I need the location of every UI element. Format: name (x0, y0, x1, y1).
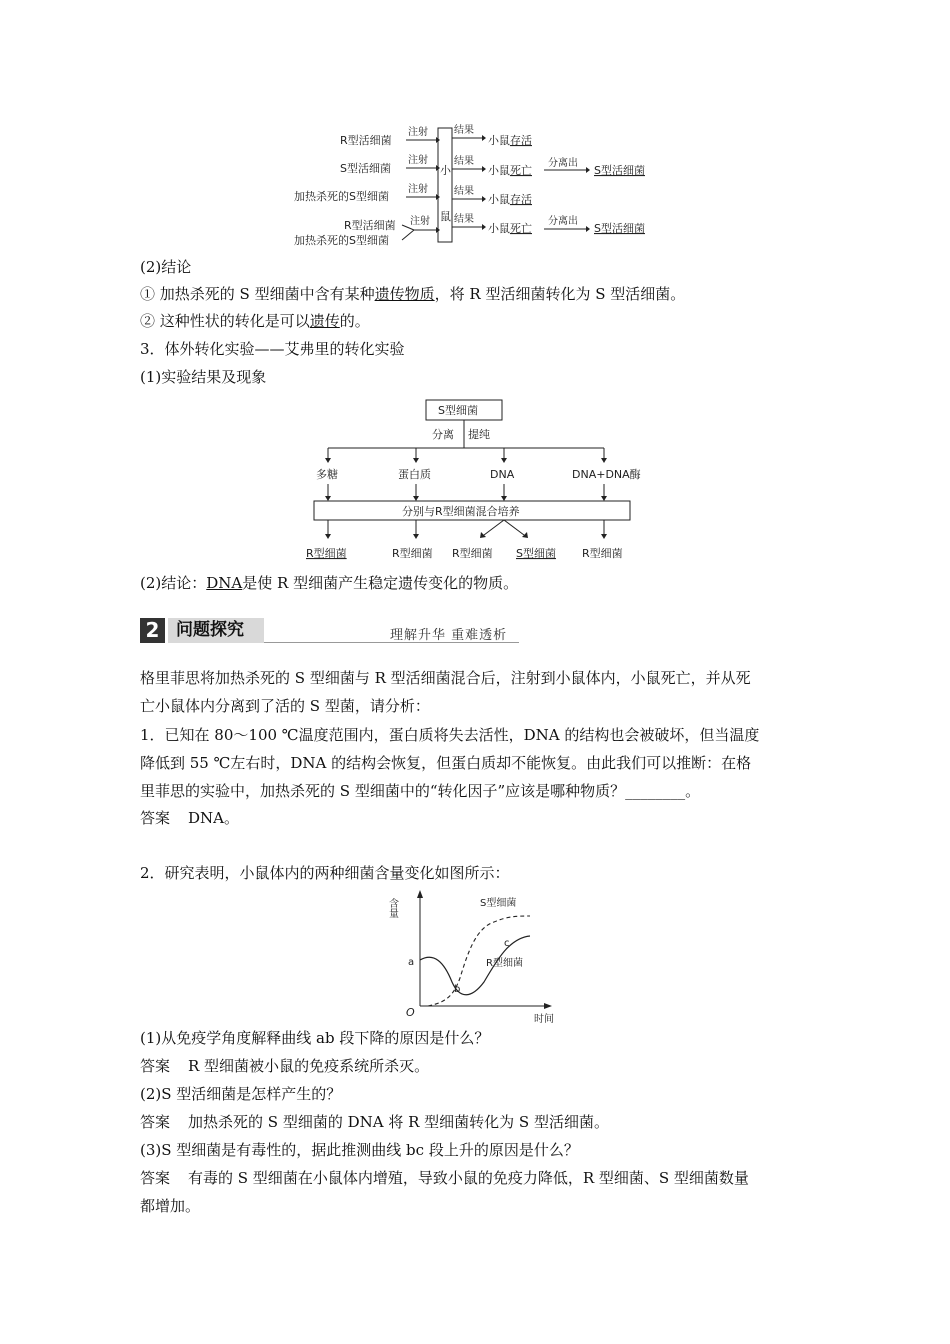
row1-outcome: 小鼠存活 (488, 134, 532, 147)
row3-left: 加热杀死的S型细菌 (294, 190, 389, 203)
bacteria-graph (386, 882, 560, 1025)
row1-result: 结果 (454, 125, 474, 136)
avery-sep2: 提纯 (468, 428, 490, 441)
component-3: DNA (490, 468, 515, 481)
graph-point-a: a (408, 957, 415, 968)
row1-left: R型活细菌 (340, 134, 392, 147)
section-subtitle: 理解升华 重难透析 (390, 628, 508, 643)
q2-1: (1)从免疫学角度解释曲线 ab 段下降的原因是什么？ (140, 1029, 490, 1047)
graph-point-c: c (504, 938, 510, 949)
row2-left: S型活细菌 (340, 162, 391, 175)
q2-2: (2)S 型活细菌是怎样产生的？ (140, 1085, 342, 1103)
avery-diagram (300, 396, 650, 568)
section-3-1: (1)实验结果及现象 (140, 368, 267, 386)
section-number-badge: 2 (140, 618, 165, 643)
row3-outcome: 小鼠存活 (488, 193, 532, 206)
intro-line-2: 亡小鼠体内分离到了活的 S 型菌，请分析： (140, 697, 430, 715)
conclusion-1: ① 加热杀死的 S 型细菌中含有某种遗传物质，将 R 型活细菌转化为 S 型活细菌。 (140, 285, 686, 303)
row4-left2: 加热杀死的S型细菌 (294, 234, 389, 247)
graph-xlabel: 时间 (534, 1014, 554, 1025)
graph-r-label: R型细菌 (486, 958, 523, 969)
section-3-2: (2)结论：DNA是使 R 型细菌产生稳定遗传变化的物质。 (140, 574, 519, 592)
result-3: R型细菌 (452, 547, 493, 560)
q1-line-3: 里菲思的实验中，加热杀死的 S 型细菌中的“转化因子”应该是哪种物质？________。 (140, 782, 701, 800)
row4-result: 结果 (454, 214, 474, 225)
row2-inject: 注射 (408, 155, 428, 166)
q2-3: (3)S 型细菌是有毒性的，据此推测曲线 bc 段上升的原因是什么？ (140, 1141, 579, 1159)
answer-2-2: 答案 加热杀死的 S 型细菌的 DNA 将 R 型细菌转化为 S 型活细菌。 (140, 1113, 609, 1131)
answer-2-3-cont: 都增加。 (140, 1197, 201, 1215)
result-1: R型细菌 (306, 547, 347, 560)
component-4: DNA+DNA酶 (572, 468, 641, 481)
result-5: R型细菌 (582, 547, 623, 560)
row3-result: 结果 (454, 186, 474, 197)
row2-separate: 分离出 (548, 158, 578, 169)
row4-final: S型活细菌 (594, 222, 645, 235)
row4-left: R型活细菌 (344, 219, 396, 232)
row4-separate: 分离出 (548, 216, 578, 227)
mouse-label-bottom: 鼠 (440, 210, 451, 223)
result-4: S型细菌 (516, 547, 556, 560)
answer-2-1: 答案 R 型细菌被小鼠的免疫系统所杀灭。 (140, 1057, 430, 1075)
row4-inject: 注射 (410, 216, 430, 227)
graph-origin: O (406, 1006, 415, 1019)
q1-line-2: 降低到 55 ℃左右时，DNA 的结构会恢复，但蛋白质却不能恢复。由此我们可以推断：在格 (140, 754, 752, 772)
intro-line-1: 格里菲思将加热杀死的 S 型细菌与 R 型活细菌混合后，注射到小鼠体内，小鼠死亡，并从死 (140, 669, 751, 687)
section-title: 问题探究 (168, 618, 264, 643)
row1-inject: 注射 (408, 127, 428, 138)
conclusion-2: ② 这种性状的转化是可以遗传的。 (140, 312, 370, 330)
result-2: R型细菌 (392, 547, 433, 560)
row2-final: S型活细菌 (594, 164, 645, 177)
row2-result: 结果 (454, 156, 474, 167)
row2-outcome: 小鼠死亡 (488, 164, 532, 177)
q1-line-1: 1．已知在 80～100 ℃温度范围内，蛋白质将失去活性，DNA 的结构也会被破坏，但当温度 (140, 726, 760, 744)
mouse-label-top: 小 (440, 164, 451, 177)
avery-top: S型细菌 (438, 404, 478, 417)
row3-inject: 注射 (408, 184, 428, 195)
q2: 2．研究表明，小鼠体内的两种细菌含量变化如图所示： (140, 864, 510, 882)
component-2: 蛋白质 (398, 468, 431, 481)
answer-2-3: 答案 有毒的 S 型细菌在小鼠体内增殖，导致小鼠的免疫力降低，R 型细菌、S 型细菌数量 (140, 1169, 749, 1187)
graph-point-b: b (454, 984, 461, 995)
answer-1: 答案 DNA。 (140, 809, 239, 827)
graph-ylabel: 含量 (386, 898, 398, 918)
row4-outcome: 小鼠死亡 (488, 222, 532, 235)
avery-mix: 分别与R型细菌混合培养 (402, 505, 520, 518)
griffith-diagram (290, 122, 670, 252)
component-1: 多糖 (316, 468, 338, 481)
avery-sep1: 分离 (432, 428, 454, 441)
conclusion-heading: (2)结论 (140, 258, 192, 276)
graph-s-label: S型细菌 (480, 898, 517, 909)
section-3-heading: 3．体外转化实验——艾弗里的转化实验 (140, 340, 405, 358)
